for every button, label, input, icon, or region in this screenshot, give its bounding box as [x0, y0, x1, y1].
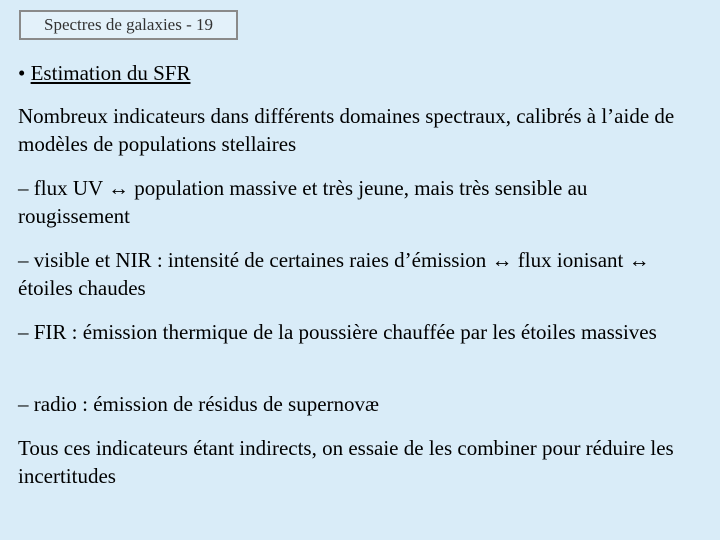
conclusion-paragraph: Tous ces indicateurs étant indirects, on essaie de les combiner pour réduire les incertitudes	[18, 436, 674, 488]
section-title	[18, 60, 698, 86]
list-item-visible-nir: – visible et NIR : intensité de certaines raies d’émission ↔ flux ionisant ↔ étoiles chaudes	[18, 248, 650, 300]
bullet-glyph: •	[18, 61, 26, 85]
slide-header-label: Spectres de galaxies - 19	[44, 15, 213, 34]
list-item-uv: – flux UV ↔ population massive et très jeune, mais très sensible au rougissement	[18, 176, 588, 228]
slide-header-box	[19, 10, 238, 40]
section-title-text: Estimation du SFR	[30, 61, 191, 85]
intro-paragraph: Nombreux indicateurs dans différents domaines spectraux, calibrés à l’aide de modèles de populations stellaires	[18, 104, 675, 156]
slide-body	[18, 60, 698, 488]
list-item-radio: – radio : émission de résidus de supernovæ	[18, 392, 380, 416]
list-item-fir: – FIR : émission thermique de la poussière chauffée par les étoiles massives	[18, 320, 657, 344]
